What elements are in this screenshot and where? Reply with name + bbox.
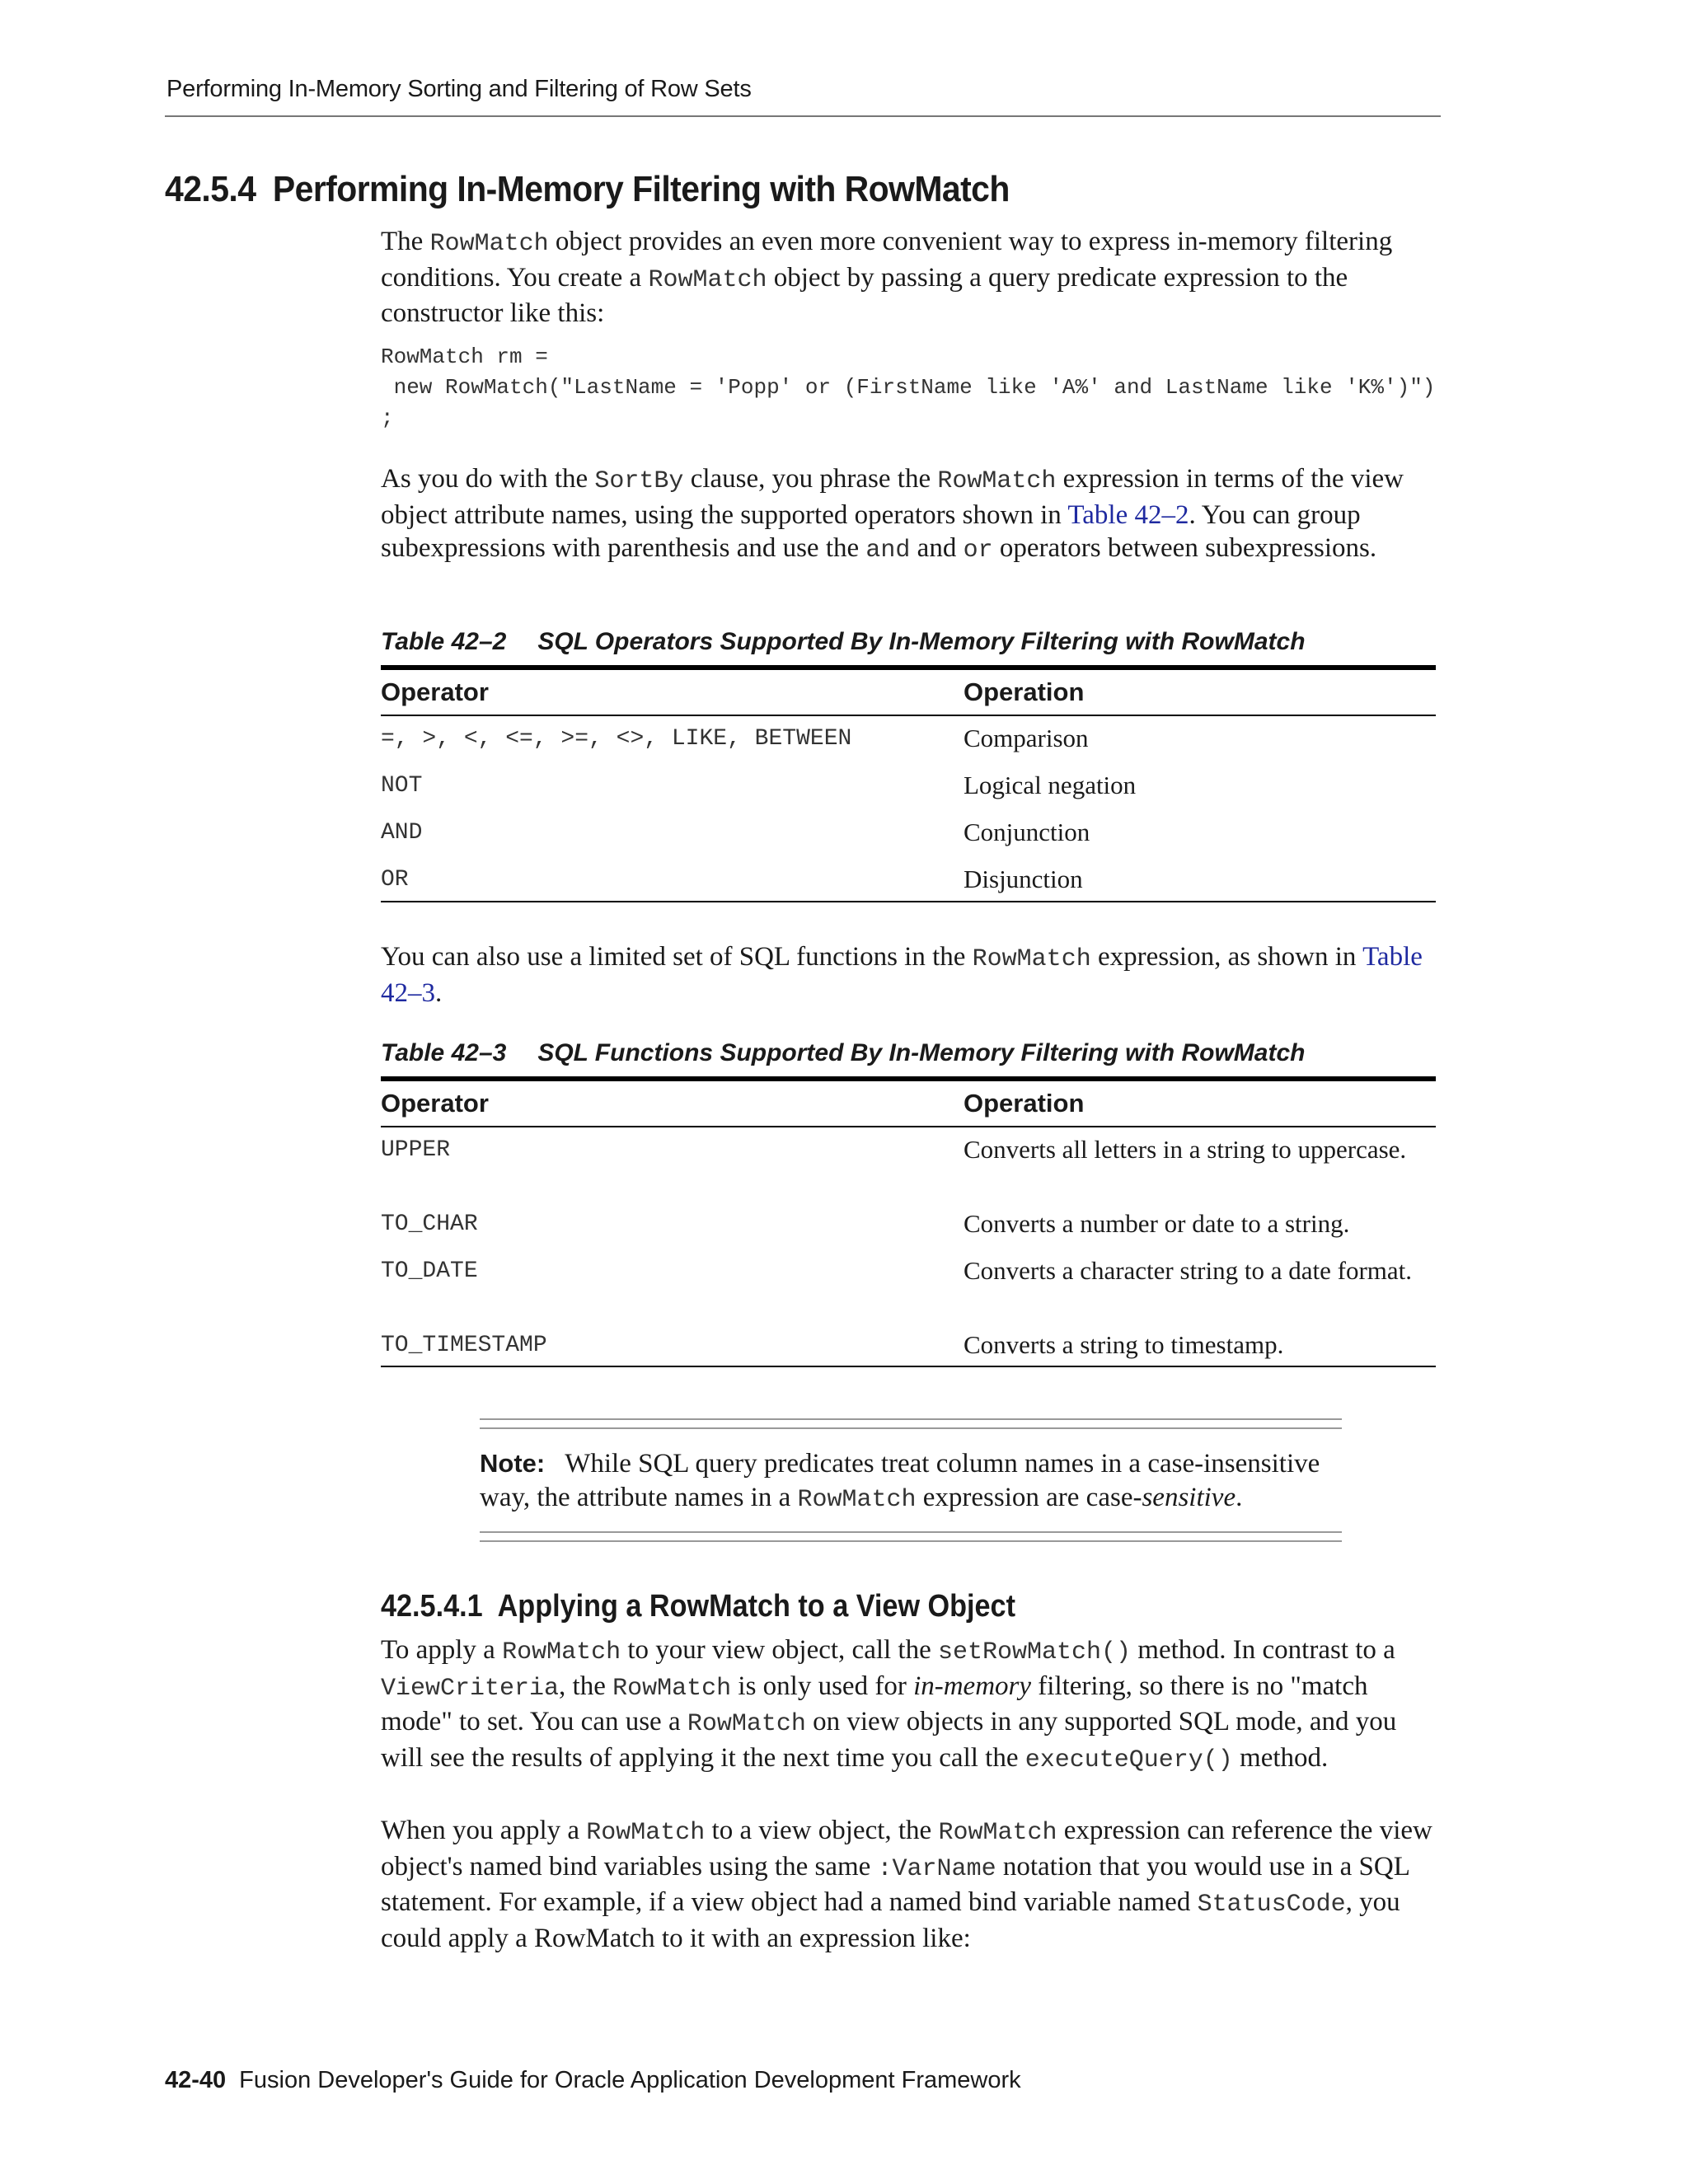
- table-row: [381, 1127, 1436, 1202]
- text-span: , the: [559, 1671, 613, 1701]
- column-header: Operator: [381, 1089, 489, 1118]
- code-span: executeQuery(): [1025, 1746, 1233, 1774]
- code-span: RowMatch: [797, 1485, 917, 1514]
- code-span: setRowMatch(): [938, 1638, 1132, 1666]
- text-span: to a view object, the: [705, 1816, 939, 1845]
- note-label: Note:: [480, 1449, 546, 1478]
- table-label: Table 42–3: [381, 1039, 507, 1066]
- note-bottom-rule: [480, 1531, 1342, 1542]
- table-42-3-link[interactable]: Table 42–3: [381, 942, 1423, 1008]
- code-span: RowMatch: [612, 1674, 732, 1703]
- code-span: RowMatch: [502, 1638, 621, 1666]
- paragraph-apply: [381, 1633, 1444, 1777]
- table-cell: Disjunction: [964, 865, 1083, 893]
- text-span: As you do with the: [381, 464, 595, 494]
- table-cell: TO_TIMESTAMP: [381, 1333, 547, 1358]
- header-rule: [165, 115, 1441, 117]
- table-cell: Comparison: [964, 724, 1089, 752]
- text-span: When you apply a: [381, 1816, 587, 1845]
- note-text: [480, 1429, 1342, 1531]
- table-cell: Converts a number or date to a string.: [964, 1209, 1350, 1238]
- column-header: Operation: [964, 1089, 1085, 1118]
- text-span: , you could apply a RowMatch to it with an expression like:: [381, 1887, 1400, 1953]
- text-span: notation that you would use in a SQL statement. For example, if a view object had a named bind variable named: [381, 1851, 1409, 1917]
- section-number: 42.5.4: [165, 169, 256, 209]
- table-bottom-rule: [381, 1366, 1436, 1367]
- page-number: 42-40: [165, 2067, 227, 2093]
- text-span: You can also use a limited set of SQL functions in the: [381, 942, 973, 972]
- table-caption: [381, 628, 1306, 656]
- table-row: [381, 1202, 1436, 1249]
- table-cell: AND: [381, 820, 423, 846]
- text-span: and: [910, 533, 964, 563]
- paragraph-functions: [381, 940, 1444, 1010]
- table-caption-text: SQL Functions Supported By In-Memory Filtering with RowMatch: [537, 1039, 1306, 1066]
- text-span: object by passing a query predicate expression to the constructor like this:: [381, 262, 1348, 328]
- running-header: Performing In-Memory Sorting and Filtering of Row Sets: [166, 76, 752, 102]
- code-span: and: [865, 537, 911, 565]
- text-span: object provides an even more convenient way to express in-memory filtering conditions. You create a: [381, 227, 1393, 293]
- code-span: :VarName: [877, 1854, 996, 1883]
- table-caption-text: SQL Operators Supported By In-Memory Filtering with RowMatch: [537, 628, 1306, 655]
- text-span: filtering, so there is no "match mode" to set. You can use a: [381, 1671, 1368, 1736]
- code-span: RowMatch: [938, 1819, 1057, 1847]
- column-header: Operation: [964, 677, 1085, 706]
- table-row: [381, 810, 1436, 857]
- code-span: RowMatch: [972, 945, 1091, 973]
- table-cell: Converts a string to timestamp.: [964, 1330, 1284, 1359]
- code-span: or: [963, 537, 993, 565]
- table-cell: TO_DATE: [381, 1258, 478, 1284]
- text-span: .: [435, 977, 443, 1008]
- table-cell: Conjunction: [964, 818, 1090, 846]
- text-span: is only used for: [731, 1671, 914, 1701]
- table-cell: TO_CHAR: [381, 1212, 478, 1237]
- paragraph-operators: [381, 462, 1444, 568]
- paragraph-intro: [381, 225, 1444, 330]
- table-label: Table 42–2: [381, 628, 507, 655]
- code-line: RowMatch rm =: [381, 344, 548, 369]
- text-span: . You can group subexpressions with parenthesis and use the: [381, 499, 1361, 563]
- table-cell: Converts all letters in a string to uppercase.: [964, 1135, 1407, 1164]
- table-header-row: [381, 670, 1436, 715]
- code-span: RowMatch: [648, 265, 767, 294]
- subsection-heading: [381, 1589, 1015, 1624]
- code-span: RowMatch: [429, 230, 549, 258]
- subsection-number: 42.5.4.1: [381, 1589, 483, 1624]
- note-box: [480, 1418, 1342, 1542]
- table-cell: OR: [381, 867, 409, 893]
- table-cell: UPPER: [381, 1137, 451, 1163]
- table-row: [381, 716, 1436, 763]
- text-span: .: [1236, 1482, 1243, 1512]
- code-span: ViewCriteria: [381, 1674, 560, 1703]
- code-example: [381, 342, 1435, 434]
- table-row: [381, 1249, 1436, 1323]
- table-row: [381, 857, 1436, 901]
- code-span: RowMatch: [937, 467, 1057, 495]
- subsection-title: Applying a RowMatch to a View Object: [497, 1589, 1015, 1624]
- text-span: to your view object, call the: [621, 1635, 938, 1665]
- functions-table: [381, 1076, 1436, 1367]
- page-footer: [165, 2067, 1021, 2094]
- code-span: RowMatch: [687, 1710, 806, 1738]
- emphasis: sensitive: [1142, 1482, 1236, 1512]
- table-header-row: [381, 1081, 1436, 1126]
- section-title: Performing In-Memory Filtering with RowMatch: [272, 169, 1010, 209]
- table-caption: [381, 1039, 1305, 1067]
- code-span: SortBy: [594, 467, 684, 495]
- table-row: [381, 763, 1436, 810]
- code-span: StatusCode: [1197, 1891, 1346, 1919]
- text-span: expression in terms of the view object attribute names, using the supported operators shown in: [381, 464, 1404, 530]
- paragraph-bind-variables: [381, 1814, 1444, 1955]
- note-top-rule: [480, 1418, 1342, 1429]
- text-span: on view objects in any supported SQL mode, and you will see the results of applying it the next time you call the: [381, 1707, 1397, 1773]
- code-line: new RowMatch("LastName = 'Popp' or (FirstName like 'A%' and LastName like 'K%')"): [381, 375, 1436, 400]
- table-row: [381, 1323, 1436, 1366]
- text-span: method. In contrast to a: [1131, 1635, 1395, 1665]
- emphasis: in-memory: [913, 1671, 1032, 1701]
- book-title: Fusion Developer's Guide for Oracle Application Development Framework: [239, 2067, 1021, 2093]
- table-42-2-link[interactable]: Table 42–2: [1067, 499, 1189, 530]
- text-span: method.: [1232, 1742, 1329, 1773]
- text-span: operators between subexpressions.: [992, 533, 1377, 563]
- text-span: To apply a: [381, 1635, 503, 1665]
- column-header: Operator: [381, 677, 489, 706]
- code-span: RowMatch: [586, 1819, 706, 1847]
- table-cell: Logical negation: [964, 771, 1137, 799]
- text-span: expression are case-: [916, 1482, 1142, 1512]
- table-cell: =, >, <, <=, >=, <>, LIKE, BETWEEN: [381, 726, 852, 752]
- text-span: The: [381, 227, 430, 256]
- table-bottom-rule: [381, 901, 1436, 902]
- table-cell: Converts a character string to a date format.: [964, 1256, 1412, 1285]
- operators-table: [381, 665, 1436, 902]
- section-heading: [165, 169, 1010, 210]
- text-span: While SQL query predicates treat column names in a case-insensitive way, the attribute names in a: [480, 1449, 1320, 1512]
- table-cell: NOT: [381, 773, 423, 799]
- text-span: expression can reference the view object's named bind variables using the same: [381, 1816, 1432, 1882]
- text-span: clause, you phrase the: [683, 464, 938, 494]
- code-line: ;: [381, 405, 394, 430]
- text-span: expression, as shown in: [1090, 942, 1363, 972]
